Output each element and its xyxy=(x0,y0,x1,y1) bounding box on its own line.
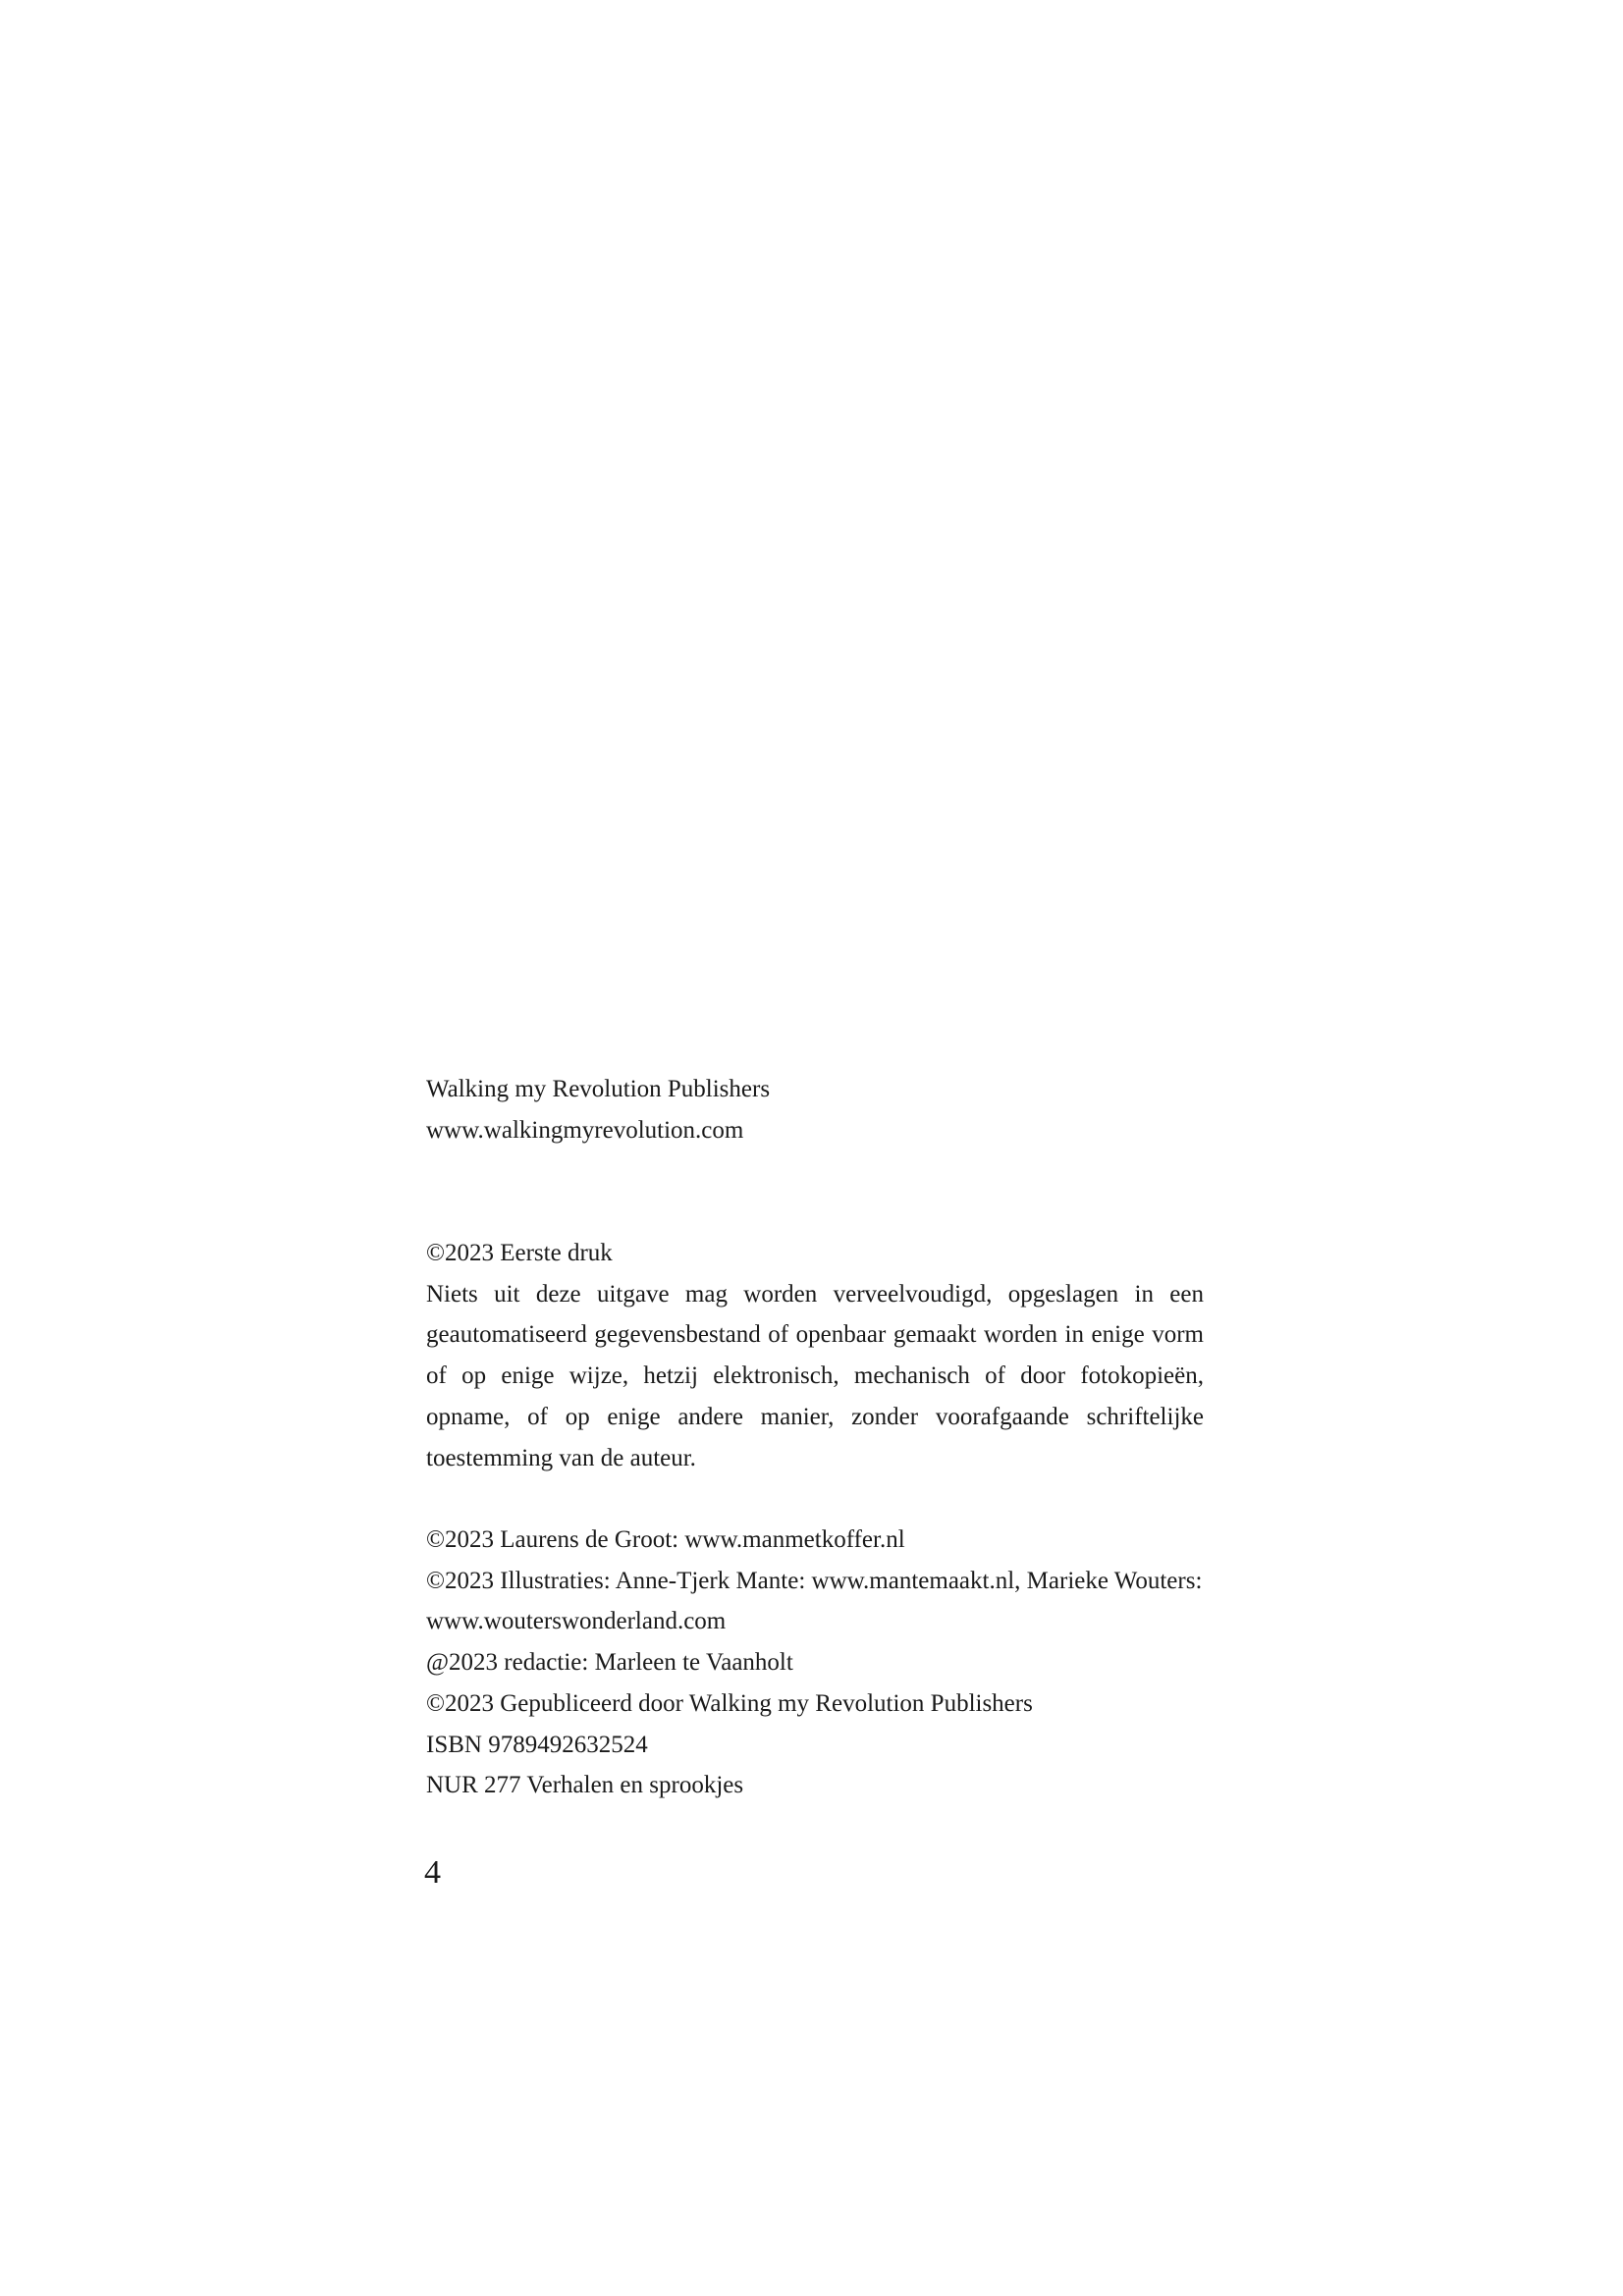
publisher-website: www.walkingmyrevolution.com xyxy=(426,1116,744,1144)
publisher-name: Walking my Revolution Publishers xyxy=(426,1076,771,1102)
copyright-notice: Niets uit deze uitgave mag worden verveelvoudigd, opgeslagen in een geautomatiseerd gegevensbestand of openbaar gemaakt worden in enige vorm of op enige wijze, hetzij elektronisch, mechanisch of door fotokopieën, opname, of op enige andere manier, zonder voorafgaande schriftelijke toestemming van de auteur. xyxy=(426,1280,1204,1471)
editing-credit: @2023 redactie: Marleen te Vaanholt xyxy=(426,1649,793,1677)
rights-section xyxy=(426,1233,1204,1478)
edition-line: ©2023 Eerste druk xyxy=(426,1240,613,1266)
page-number: 4 xyxy=(424,1854,441,1891)
nur-line: NUR 277 Verhalen en sprookjes xyxy=(426,1772,744,1799)
author-credit: ©2023 Laurens de Groot: www.manmetkoffer.nl xyxy=(426,1526,905,1553)
credits-section xyxy=(426,1520,1204,1806)
published-by-credit: ©2023 Gepubliceerd door Walking my Revolution Publishers xyxy=(426,1689,1033,1717)
isbn-line: ISBN 9789492632524 xyxy=(426,1731,648,1758)
publisher-info xyxy=(426,1069,1204,1150)
illustrations-credit: ©2023 Illustraties: Anne-Tjerk Mante: www.mantemaakt.nl, Marieke Wouters: www.wouterswonderland.com xyxy=(426,1567,1203,1635)
